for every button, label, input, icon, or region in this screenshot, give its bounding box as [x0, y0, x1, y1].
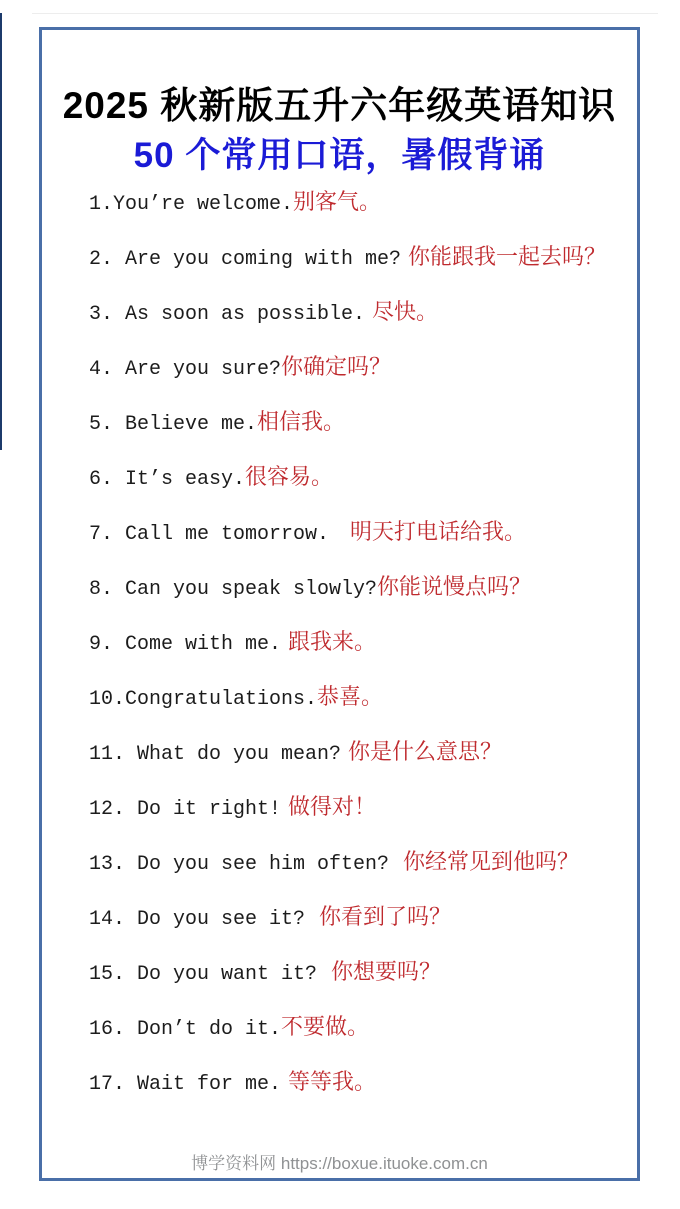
footer-watermark: 博学资料网 https://boxue.ituoke.com.cn	[191, 1154, 488, 1173]
page-subtitle: 50 个常用口语，暑假背诵	[133, 136, 546, 175]
phrase-line	[89, 615, 593, 670]
phrase-translation: 你能说慢点吗？	[377, 575, 532, 600]
phrase-line	[89, 505, 593, 560]
phrase-translation: 你确定吗？	[281, 355, 392, 380]
phrase-english: 12. Do it right!	[89, 798, 282, 821]
phrase-translation: 你是什么意思？	[341, 740, 503, 765]
phrase-translation: 你经常见到他吗？	[389, 850, 580, 875]
phrase-line	[89, 1055, 593, 1110]
phrase-translation: 尽快。	[365, 300, 439, 325]
phrase-translation: 相信我。	[257, 410, 346, 435]
phrase-translation: 跟我来。	[281, 630, 377, 655]
phrase-english: 3. As soon as possible.	[89, 303, 366, 326]
phrase-line	[89, 945, 593, 1000]
top-hairline-divider	[32, 13, 658, 14]
phrase-translation: 明天打电话给我。	[329, 520, 527, 545]
phrase-line	[89, 450, 593, 505]
phrase-english: 11. What do you mean?	[89, 743, 342, 766]
phrase-english: 1.You’re welcome.	[89, 193, 294, 216]
phrase-english: 4. Are you sure?	[89, 358, 282, 381]
left-edge-artifact	[0, 13, 2, 450]
phrase-english: 15. Do you want it?	[89, 963, 318, 986]
phrase-translation: 不要做。	[281, 1015, 370, 1040]
phrase-translation: 你看到了吗？	[305, 905, 452, 930]
phrase-line	[89, 175, 593, 230]
phrase-english: 16. Don’t do it.	[89, 1018, 282, 1041]
document-border-frame	[39, 27, 640, 1181]
phrase-list	[89, 175, 607, 1110]
phrase-english: 14. Do you see it?	[89, 908, 306, 931]
phrase-line	[89, 1000, 593, 1055]
phrase-line	[89, 890, 593, 945]
phrase-english: 13. Do you see him often?	[89, 853, 390, 876]
phrase-english: 6. It’s easy.	[89, 468, 246, 491]
phrase-english: 7. Call me tomorrow.	[89, 523, 330, 546]
phrase-english: 2. Are you coming with me?	[89, 248, 402, 271]
phrase-line	[89, 230, 607, 285]
phrase-translation: 你想要吗？	[317, 960, 442, 985]
phrase-translation: 别客气。	[293, 190, 382, 215]
phrase-english: 9. Come with me.	[89, 633, 282, 656]
phrase-line	[89, 780, 593, 835]
page-title: 2025 秋新版五升六年级英语知识	[62, 85, 617, 126]
phrase-line	[89, 725, 593, 780]
phrase-english: 5. Believe me.	[89, 413, 258, 436]
phrase-line	[89, 340, 593, 395]
phrase-translation: 很容易。	[245, 465, 334, 490]
phrase-translation: 做得对！	[281, 795, 377, 820]
phrase-line	[89, 560, 593, 615]
phrase-line	[89, 285, 593, 340]
phrase-english: 8. Can you speak slowly?	[89, 578, 378, 601]
phrase-line	[89, 670, 593, 725]
phrase-line	[89, 835, 593, 890]
phrase-translation: 你能跟我一起去吗？	[401, 245, 607, 270]
phrase-english: 10.Congratulations.	[89, 688, 318, 711]
phrase-translation: 恭喜。	[317, 685, 384, 710]
phrase-line	[89, 395, 593, 450]
phrase-english: 17. Wait for me.	[89, 1073, 282, 1096]
phrase-translation: 等等我。	[281, 1070, 377, 1095]
